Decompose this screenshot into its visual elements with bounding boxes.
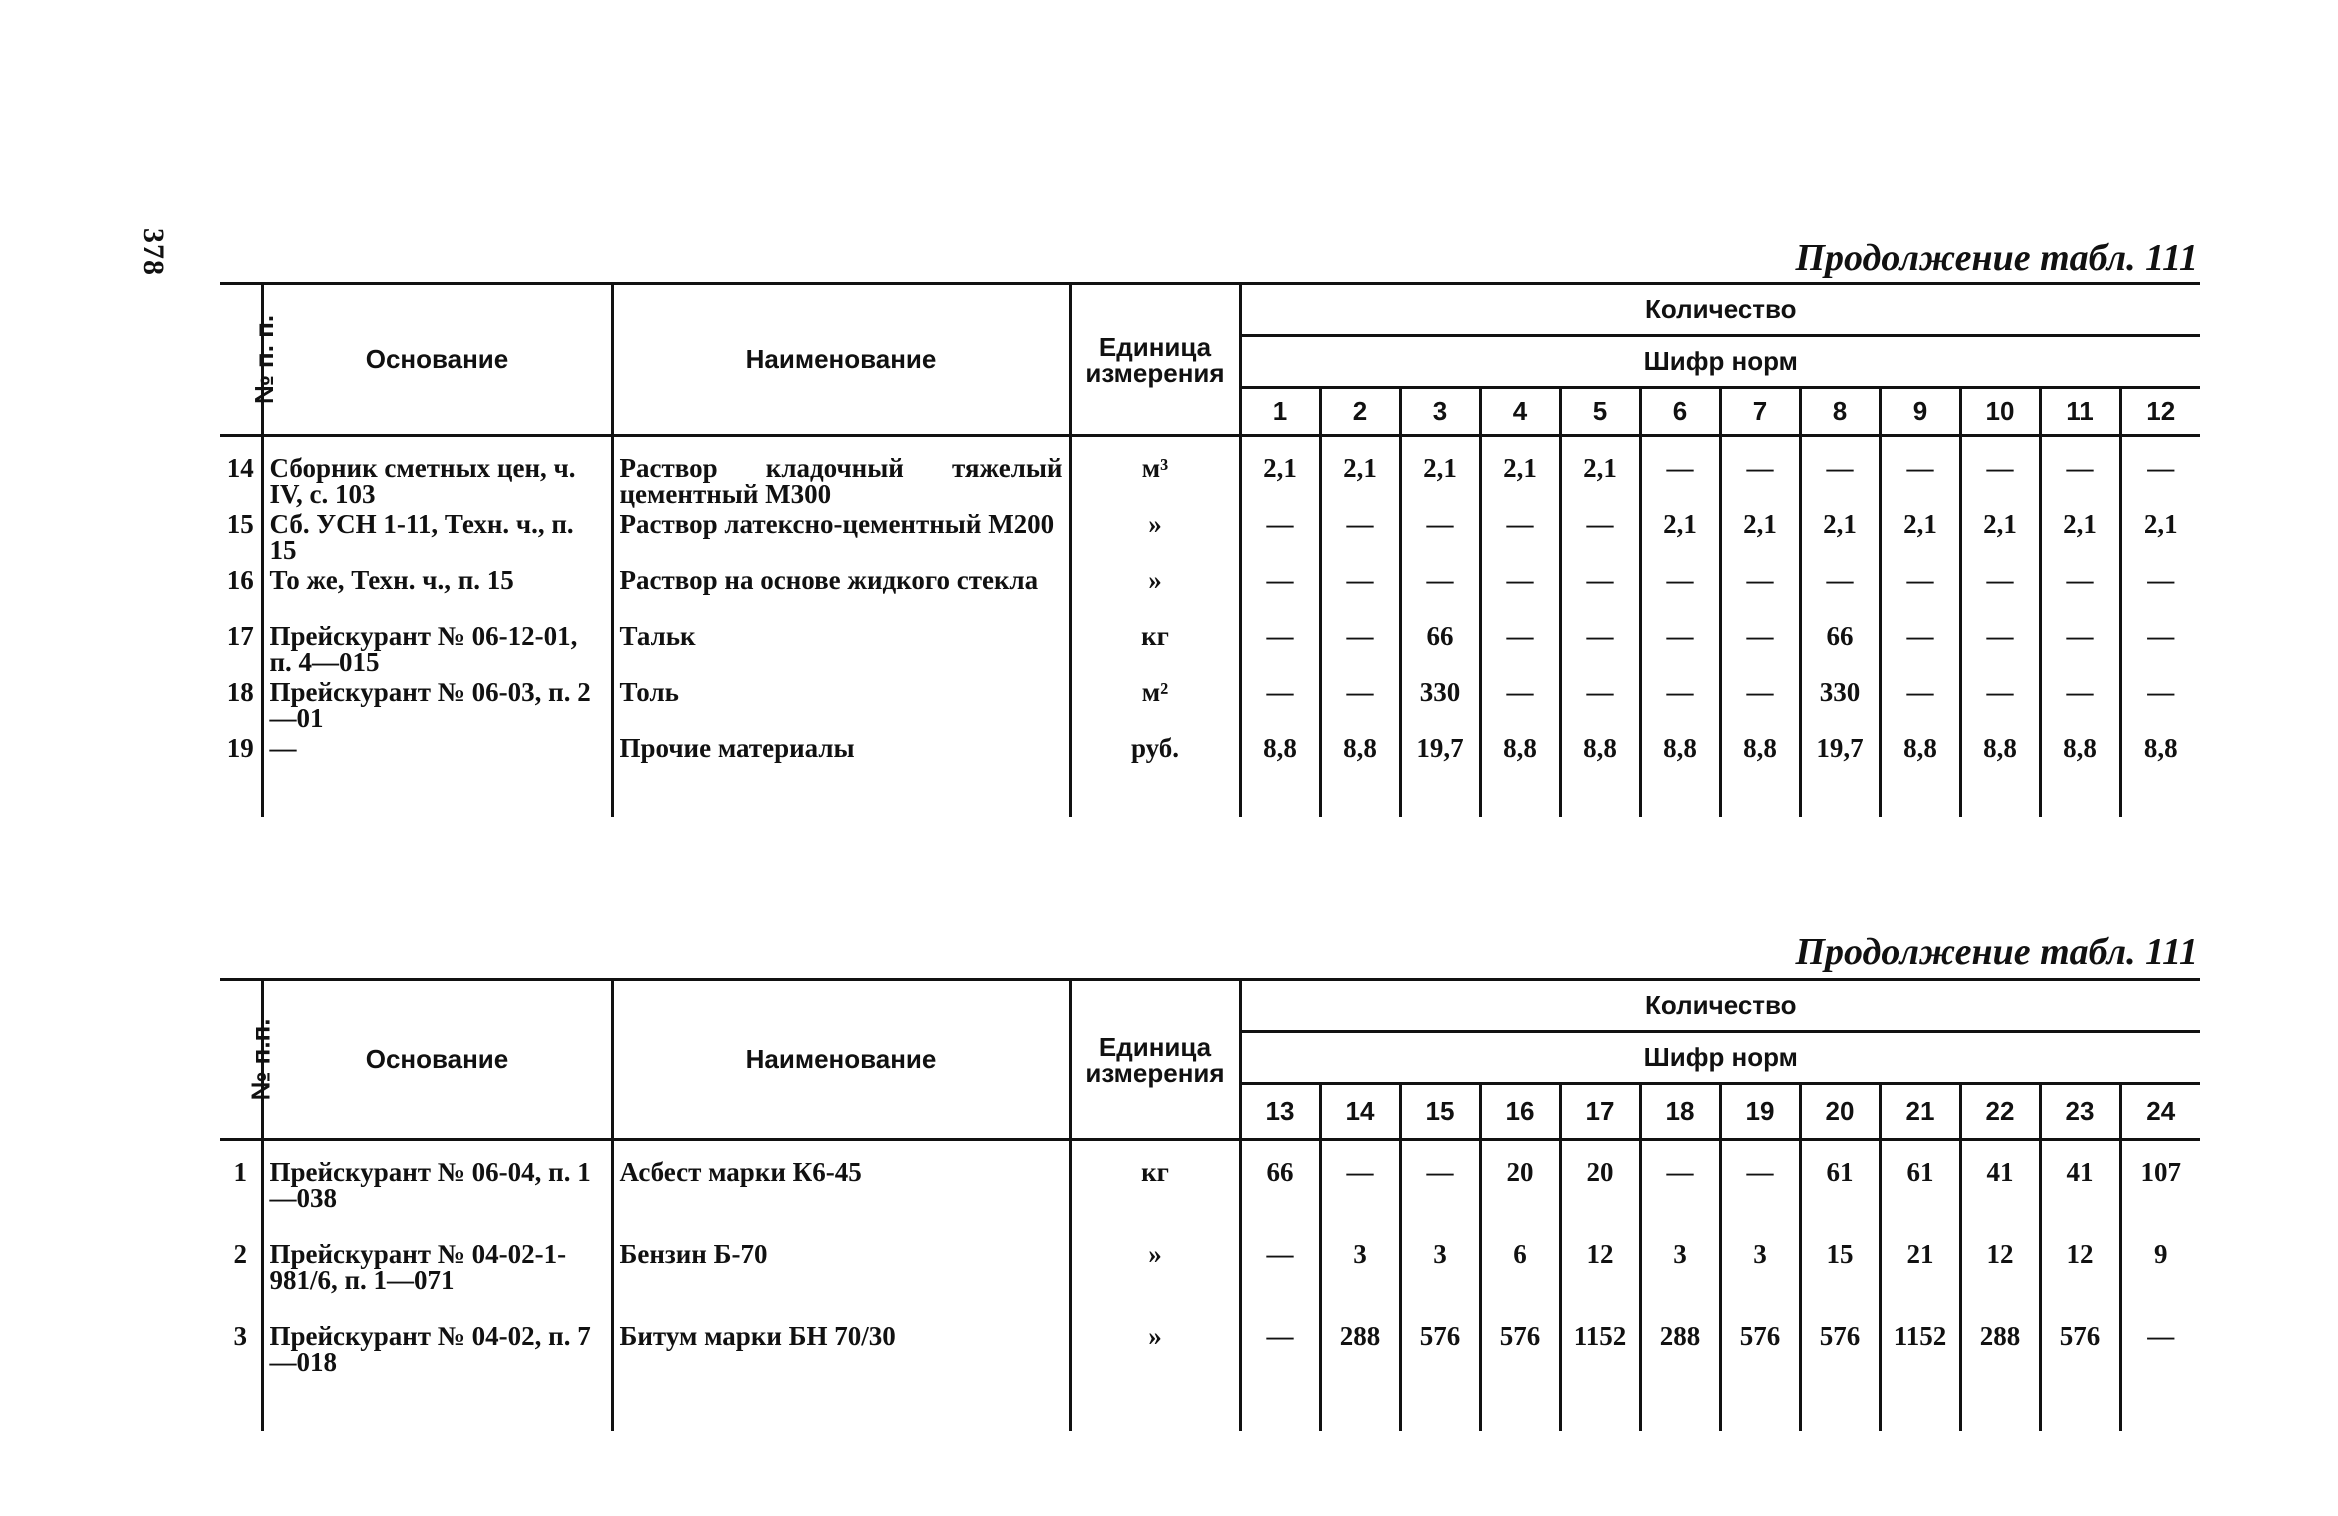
row-value: 288 [1320, 1321, 1400, 1403]
row-value: 8,8 [1720, 733, 1800, 789]
row-value: 41 [2040, 1157, 2120, 1239]
row-value: — [1320, 677, 1400, 733]
row-value: 8,8 [2040, 733, 2120, 789]
row-number: 15 [220, 509, 262, 565]
row-value: — [1960, 677, 2040, 733]
row-value: 66 [1240, 1157, 1320, 1239]
row-value: 8,8 [1560, 733, 1640, 789]
row-value: — [1720, 677, 1800, 733]
row-basis: Прейскурант № 06-12-01, п. 4—015 [262, 621, 612, 677]
row-value: — [1720, 453, 1800, 509]
row-basis: Прейскурант № 04-02, п. 7—018 [262, 1321, 612, 1403]
row-value: 576 [1400, 1321, 1480, 1403]
cipher-code: 21 [1880, 1084, 1960, 1140]
row-number: 3 [220, 1321, 262, 1403]
row-unit: кг [1070, 621, 1240, 677]
row-name: Раствор кладочный тяжелый цементный М300 [612, 453, 1070, 509]
row-value: 12 [1960, 1239, 2040, 1321]
row-value: 8,8 [1880, 733, 1960, 789]
row-value: 2,1 [1880, 509, 1960, 565]
cipher-code: 4 [1480, 388, 1560, 436]
row-value: — [1560, 565, 1640, 621]
row-value: 19,7 [1400, 733, 1480, 789]
row-value: 8,8 [1320, 733, 1400, 789]
row-value: 41 [1960, 1157, 2040, 1239]
row-value: — [2147, 1321, 2175, 1351]
row-unit: кг [1070, 1157, 1240, 1239]
row-value: 2,1 [1640, 509, 1720, 565]
row-value: — [1240, 565, 1320, 621]
row-value: 21 [1880, 1239, 1960, 1321]
row-number: 1 [220, 1157, 262, 1239]
row-value: 66 [1400, 621, 1480, 677]
row-value: — [1320, 1157, 1400, 1239]
row-value: — [1640, 677, 1720, 733]
row-value: 576 [1480, 1321, 1560, 1403]
table-row [220, 509, 2200, 565]
row-number: 19 [220, 733, 262, 789]
row-value: — [1320, 509, 1400, 565]
cipher-code: 3 [1400, 388, 1480, 436]
row-value: — [1800, 453, 1880, 509]
row-value: 288 [1960, 1321, 2040, 1403]
row-basis: Сб. УСН 1-11, Техн. ч., п. 15 [262, 509, 612, 565]
cipher-code: 15 [1400, 1084, 1480, 1140]
cipher-code: 17 [1560, 1084, 1640, 1140]
row-value: 2,1 [1800, 509, 1880, 565]
table-row [220, 565, 2200, 621]
row-value: — [1560, 509, 1640, 565]
row-unit: руб. [1070, 733, 1240, 789]
table1-caption: Продолжение табл. 111 [1795, 237, 2198, 279]
row-value: 8,8 [1960, 733, 2040, 789]
row-value: — [1960, 565, 2040, 621]
row-value: — [1480, 565, 1560, 621]
row-value: 3 [1400, 1239, 1480, 1321]
row-value: — [1480, 621, 1560, 677]
row-value: — [1880, 565, 1960, 621]
table-row [220, 1157, 2200, 1239]
row-value: 576 [1720, 1321, 1800, 1403]
row-value: — [1640, 453, 1720, 509]
cipher-code: 14 [1320, 1084, 1400, 1140]
row-name: Бензин Б-70 [612, 1239, 1070, 1321]
row-number: 14 [220, 453, 262, 509]
row-value: 2,1 [1400, 453, 1480, 509]
row-value: 3 [1720, 1239, 1800, 1321]
row-name: Раствор на основе жидкого стекла [612, 565, 1070, 621]
row-value: 12 [1560, 1239, 1640, 1321]
cipher-code: 13 [1240, 1084, 1320, 1140]
row-basis: Прейскурант № 04-02-1-981/6, п. 1—071 [262, 1239, 612, 1321]
row-value: — [1480, 677, 1560, 733]
row-unit: » [1070, 1321, 1240, 1403]
row-value: 20 [1560, 1157, 1640, 1239]
header-num: № п.п. [220, 980, 262, 1140]
cipher-code: 24 [2120, 1084, 2200, 1140]
row-value: — [2147, 621, 2175, 651]
cipher-code: 10 [1960, 388, 2040, 436]
row-value: 2,1 [1480, 453, 1560, 509]
row-unit: м³ [1070, 453, 1240, 509]
header-name: Наименование [612, 980, 1070, 1140]
header-quantity: Количество [1240, 284, 2200, 336]
row-value: — [1880, 677, 1960, 733]
row-value: 1152 [1560, 1321, 1640, 1403]
row-value: 330 [1800, 677, 1880, 733]
header-basis: Основание [262, 284, 612, 436]
cipher-code: 11 [2040, 388, 2120, 436]
row-value: 3 [1640, 1239, 1720, 1321]
page-number: 378 [137, 228, 170, 276]
row-value: 12 [2040, 1239, 2120, 1321]
cipher-code: 22 [1960, 1084, 2040, 1140]
row-value: — [1560, 677, 1640, 733]
cipher-code: 18 [1640, 1084, 1720, 1140]
row-name: Тальк [612, 621, 1070, 677]
cipher-code: 20 [1800, 1084, 1880, 1140]
row-value: — [1320, 565, 1400, 621]
row-value: 61 [1800, 1157, 1880, 1239]
row-value: — [1400, 1157, 1480, 1239]
header-quantity: Количество [1240, 980, 2200, 1032]
row-value: — [1400, 565, 1480, 621]
row-value: — [1320, 621, 1400, 677]
row-unit: м² [1070, 677, 1240, 733]
header-unit: Единица измерения [1070, 284, 1240, 436]
row-value: 19,7 [1800, 733, 1880, 789]
row-value: — [1640, 565, 1720, 621]
table-row [220, 733, 2200, 789]
row-value: 288 [1640, 1321, 1720, 1403]
row-value: — [1880, 621, 1960, 677]
row-value: 6 [1480, 1239, 1560, 1321]
row-value: — [1880, 453, 1960, 509]
header-unit: Единица измерения [1070, 980, 1240, 1140]
row-unit: » [1070, 509, 1240, 565]
row-value: — [2147, 565, 2175, 595]
row-name: Асбест марки К6-45 [612, 1157, 1070, 1239]
row-value: — [1720, 565, 1800, 621]
row-unit: » [1070, 565, 1240, 621]
row-value: 2,1 [1720, 509, 1800, 565]
header-name: Наименование [612, 284, 1070, 436]
row-value: 576 [2040, 1321, 2120, 1403]
row-number: 16 [220, 565, 262, 621]
header-cipher: Шифр норм [1240, 1032, 2200, 1084]
row-name: Раствор латексно-цементный М200 [612, 509, 1070, 565]
row-value: 20 [1480, 1157, 1560, 1239]
row-value: 1152 [1880, 1321, 1960, 1403]
cipher-code: 6 [1640, 388, 1720, 436]
row-value: — [1800, 565, 1880, 621]
cipher-code: 23 [2040, 1084, 2120, 1140]
row-value: 8,8 [1640, 733, 1720, 789]
row-value: 2,1 [1240, 453, 1320, 509]
cipher-code: 9 [1880, 388, 1960, 436]
row-value: — [2147, 677, 2175, 707]
row-value: 8,8 [2143, 733, 2178, 763]
row-value: — [1240, 677, 1320, 733]
row-value: — [2040, 453, 2120, 509]
table-row [220, 1321, 2200, 1403]
row-value: 8,8 [1240, 733, 1320, 789]
row-basis: То же, Техн. ч., п. 15 [262, 565, 612, 621]
row-value: 15 [1800, 1239, 1880, 1321]
cipher-code: 5 [1560, 388, 1640, 436]
row-number: 18 [220, 677, 262, 733]
table-row [220, 453, 2200, 509]
row-value: 2,1 [1320, 453, 1400, 509]
row-number: 17 [220, 621, 262, 677]
table-row [220, 621, 2200, 677]
cipher-code: 16 [1480, 1084, 1560, 1140]
row-value: 330 [1400, 677, 1480, 733]
row-name: Битум марки БН 70/30 [612, 1321, 1070, 1403]
row-value: 2,1 [1960, 509, 2040, 565]
table2 [220, 978, 2200, 1431]
row-value: 107 [2140, 1157, 2182, 1187]
row-value: 3 [1320, 1239, 1400, 1321]
row-basis: Прейскурант № 06-04, п. 1—038 [262, 1157, 612, 1239]
row-unit: » [1070, 1239, 1240, 1321]
row-basis: — [262, 733, 612, 789]
row-value: — [1240, 1321, 1320, 1403]
row-value: — [1400, 509, 1480, 565]
header-basis: Основание [262, 980, 612, 1140]
row-value: — [1480, 509, 1560, 565]
row-value: — [1640, 621, 1720, 677]
row-value: — [1720, 621, 1800, 677]
row-value: — [1960, 621, 2040, 677]
row-value: — [2040, 677, 2120, 733]
row-value: — [1560, 621, 1640, 677]
header-num: № п. п. [220, 284, 262, 436]
row-basis: Прейскурант № 06-03, п. 2—01 [262, 677, 612, 733]
row-value: — [2040, 565, 2120, 621]
table1 [220, 282, 2200, 817]
header-cipher: Шифр норм [1240, 336, 2200, 388]
row-value: 2,1 [2040, 509, 2120, 565]
row-value: — [1240, 621, 1320, 677]
cipher-code: 7 [1720, 388, 1800, 436]
row-value: — [1640, 1157, 1720, 1239]
row-value: 2,1 [1560, 453, 1640, 509]
cipher-code: 2 [1320, 388, 1400, 436]
cipher-code: 8 [1800, 388, 1880, 436]
table2-caption: Продолжение табл. 111 [1795, 931, 2198, 973]
row-basis: Сборник сметных цен, ч. IV, с. 103 [262, 453, 612, 509]
cipher-code: 12 [2120, 388, 2200, 436]
table-row [220, 1239, 2200, 1321]
row-value: — [2040, 621, 2120, 677]
cipher-code: 1 [1240, 388, 1320, 436]
row-value: 8,8 [1480, 733, 1560, 789]
row-value: — [1240, 509, 1320, 565]
row-value: 61 [1880, 1157, 1960, 1239]
row-value: — [1960, 453, 2040, 509]
row-name: Толь [612, 677, 1070, 733]
row-value: 66 [1800, 621, 1880, 677]
row-value: — [2147, 453, 2175, 483]
row-value: 9 [2154, 1239, 2168, 1269]
row-name: Прочие материалы [612, 733, 1070, 789]
row-value: — [1240, 1239, 1320, 1321]
table-row [220, 677, 2200, 733]
row-number: 2 [220, 1239, 262, 1321]
cipher-code: 19 [1720, 1084, 1800, 1140]
row-value: 2,1 [2143, 509, 2178, 539]
row-value: — [1720, 1157, 1800, 1239]
row-value: 576 [1800, 1321, 1880, 1403]
